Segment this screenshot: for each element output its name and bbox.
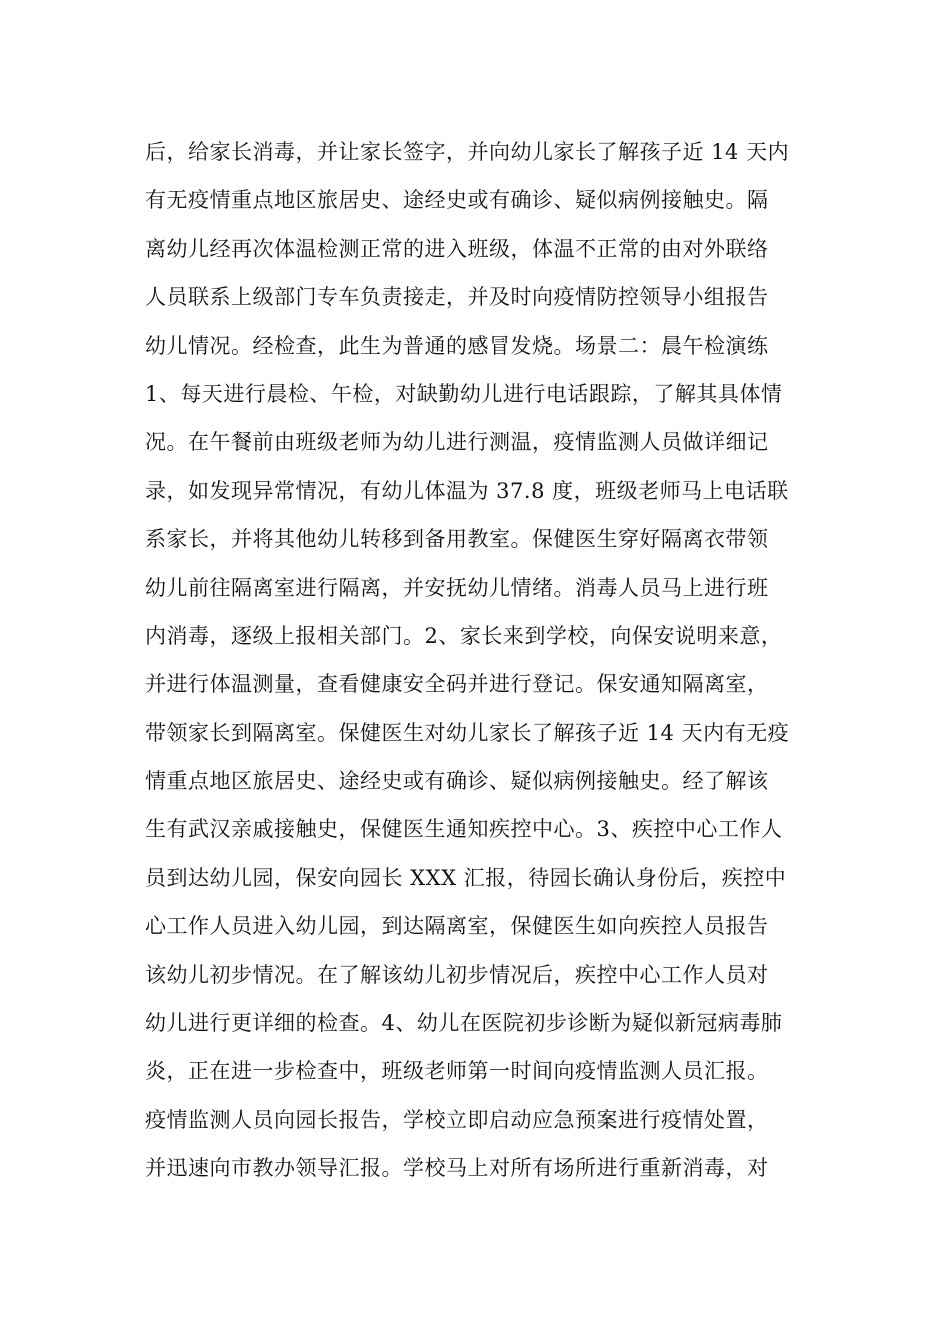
text-line: 带领家长到隔离室。保健医生对幼儿家长了解孩子近 14 天内有无疫 — [145, 720, 790, 745]
body-text — [145, 128, 815, 1193]
text-line: 幼儿前往隔离室进行隔离，并安抚幼儿情绪。消毒人员马上进行班 — [145, 575, 769, 600]
text-line: 系家长，并将其他幼儿转移到备用教室。保健医生穿好隔离衣带领 — [145, 527, 769, 552]
text-line: 离幼儿经再次体温检测正常的进入班级，体温不正常的由对外联络 — [145, 236, 769, 261]
text-line: 并进行体温测量，查看健康安全码并进行登记。保安通知隔离室， — [145, 672, 769, 697]
text-line: 况。在午餐前由班级老师为幼儿进行测温，疫情监测人员做详细记 — [145, 430, 769, 455]
text-line: 后，给家长消毒，并让家长签字，并向幼儿家长了解孩子近 14 天内 — [145, 140, 790, 164]
text-line: 该幼儿初步情况。在了解该幼儿初步情况后，疾控中心工作人员对 — [145, 962, 769, 987]
text-line: 疫情监测人员向园长报告，学校立即启动应急预案进行疫情处置， — [145, 1107, 769, 1132]
text-line: 内消毒，逐级上报相关部门。2、家长来到学校，向保安说明来意， — [145, 623, 783, 648]
text-line: 心工作人员进入幼儿园，到达隔离室，保健医生如向疾控人员报告 — [145, 914, 769, 939]
text-line: 生有武汉亲戚接触史，保健医生通知疾控中心。3、疾控中心工作人 — [145, 817, 783, 842]
text-line: 幼儿进行更详细的检查。4、幼儿在医院初步诊断为疑似新冠病毒肺 — [145, 1011, 783, 1036]
text-line: 1、每天进行晨检、午检，对缺勤幼儿进行电话跟踪，了解其具体情 — [145, 381, 783, 406]
text-line: 有无疫情重点地区旅居史、途经史或有确诊、疑似病例接触史。隔 — [145, 188, 769, 213]
text-line: 员到达幼儿园，保安向园长 XXX 汇报，待园长确认身份后，疾控中 — [145, 865, 787, 890]
text-line: 并迅速向市教办领导汇报。学校马上对所有场所进行重新消毒，对 — [145, 1156, 769, 1181]
text-line: 幼儿情况。经检查，此生为普通的感冒发烧。场景二：晨午检演练 — [145, 333, 769, 358]
text-line: 炎，正在进一步检查中，班级老师第一时间向疫情监测人员汇报。 — [145, 1059, 769, 1084]
text-line: 录，如发现异常情况，有幼儿体温为 37.8 度，班级老师马上电话联 — [145, 478, 789, 503]
text-line: 人员联系上级部门专车负责接走，并及时向疫情防控领导小组报告 — [145, 285, 769, 310]
text-line: 情重点地区旅居史、途经史或有确诊、疑似病例接触史。经了解该 — [145, 769, 769, 794]
